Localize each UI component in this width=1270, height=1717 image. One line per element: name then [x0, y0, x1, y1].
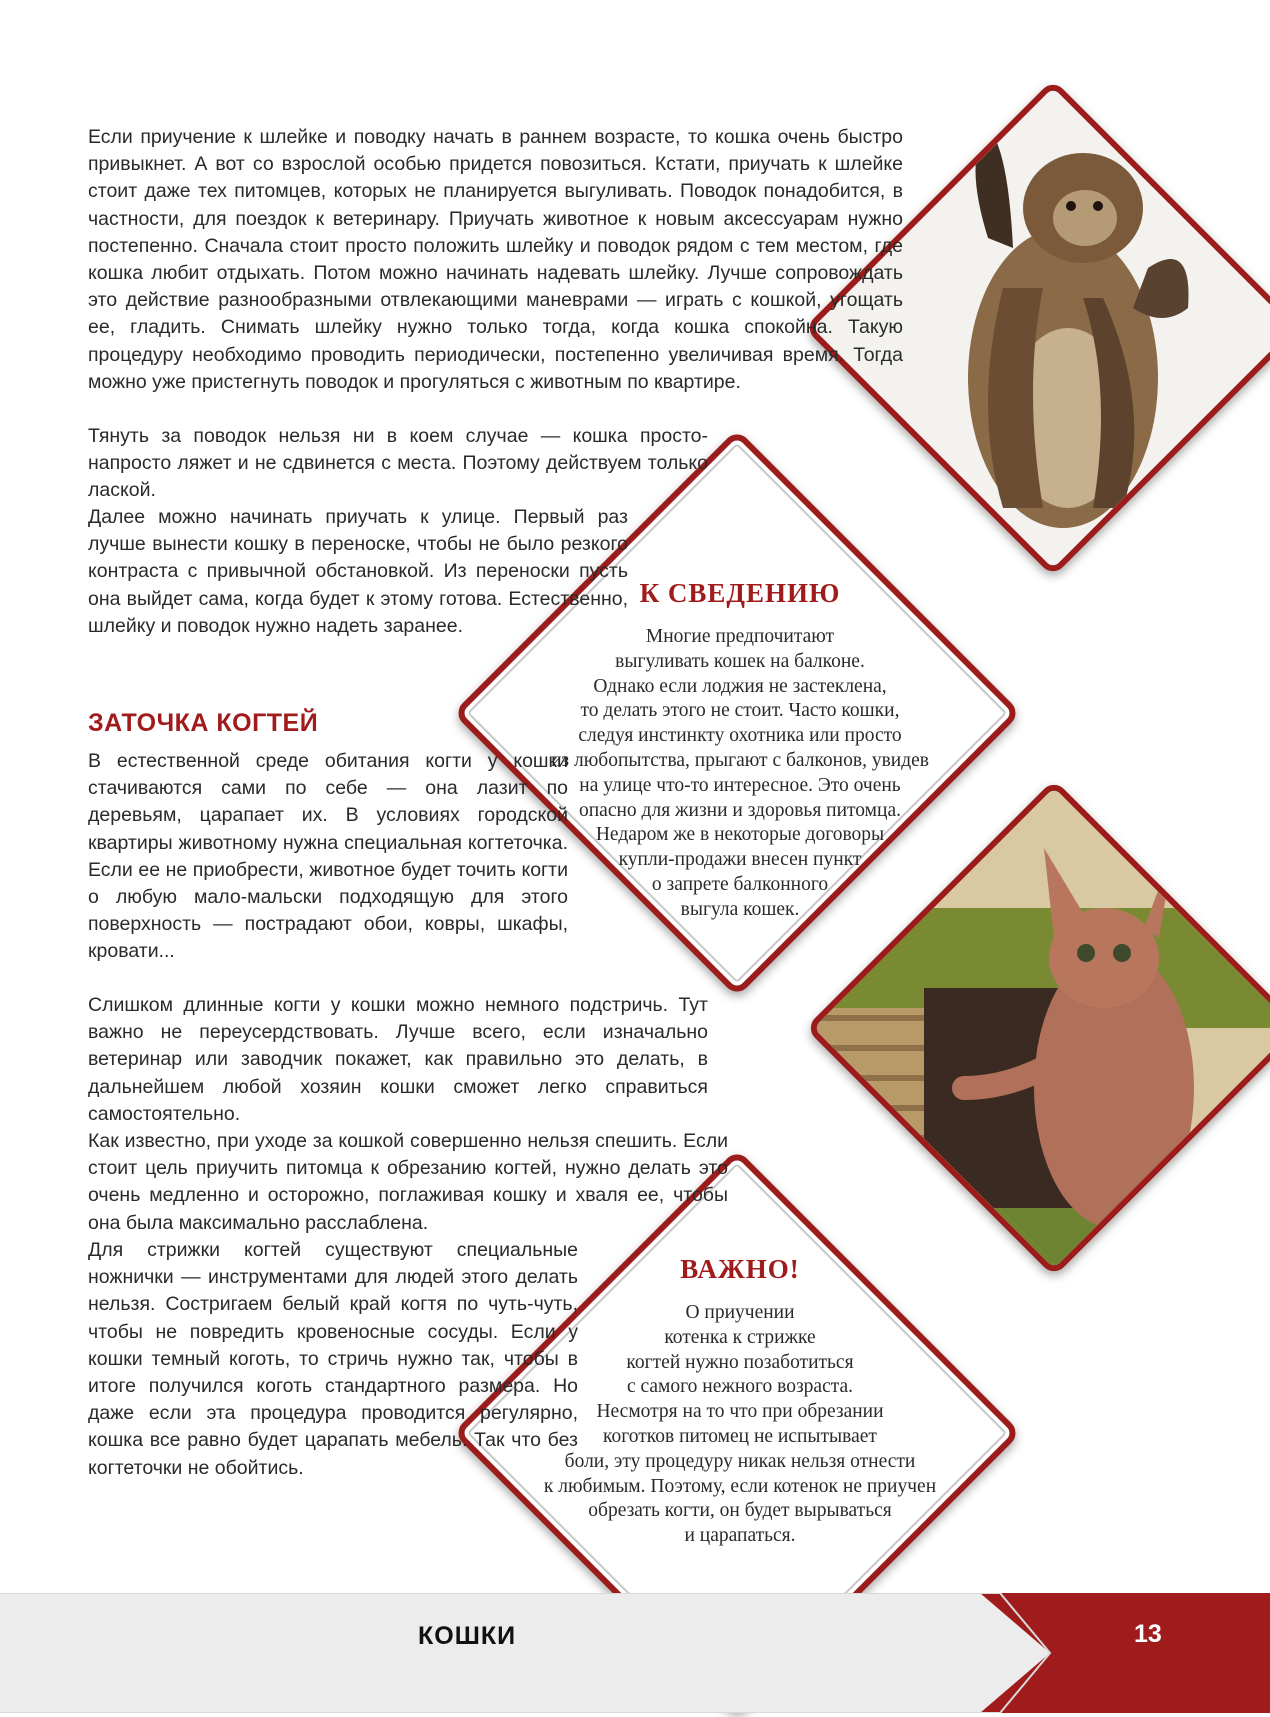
info-box-1-body: Многие предпочитают выгуливать кошек на балконе. Однако если лоджия не застеклена, то делать этого не стоит. Часто кошки, следуя инстинкту охотника или просто из любопытства, прыгают с балконов, увидев на улице что-то интересное. Это очень опасно для жизни и здоровья питомца. Недаром же в некоторые договоры купли-продажи внесен пункт о запрете балконного выгула кошек.	[550, 626, 930, 920]
paragraph: Если приучение к шлейке и поводку начать в раннем возрасте, то кошка очень быстро привыкнет. А вот со взрослой особью придется повозиться. Кстати, приучать к шлейке стоит даже тех питомцев, которых не планируется выгуливать. Поводок понадобится, в частности, для поездок к ветеринару. Приучать животное к новым аксессуарам нужно постепенно. Сначала стоит просто положить шлейку и поводок рядом с тем местом, где кошка любит отдыхать. Потом можно начинать надевать шлейку. Лучше сопровождать это действие разнообразными отвлекающими маневрами — играть с кошкой, угощать ее, гладить. Снимать шлейку нужно только тогда, когда кошка спокойна. Такую процедуру необходимо проводить периодически, постепенно увеличивая время. Тогда можно уже пристегнуть поводок и прогуляться с животным по квартире.	[88, 126, 903, 393]
intro-text-2	[88, 423, 708, 505]
info-box-2-title: ВАЖНО!	[680, 1254, 800, 1284]
paragraph: Тянуть за поводок нельзя ни в коем случае — кошка просто-напросто ляжет и не сдвинется с места. Поэтому действуем только лаской.	[88, 425, 708, 502]
info-box-1-title: К СВЕДЕНИЮ	[639, 578, 841, 608]
info-box-2-body: О приучении котенка к стрижке когтей нужно позаботиться с самого нежного возраста. Несмотря на то что при обрезании коготков питомец не испытывает боли, эту процедуру никак нельзя отнести к любимым. Поэтому, если котенок не приучен обрезать когти, он будет вырываться и царапаться.	[543, 1302, 937, 1547]
claws-text-1	[88, 748, 568, 966]
paragraph: Слишком длинные когти у кошки можно немного подстричь. Тут важно не переусердствовать. Лучше всего, если изначально ветеринар или заводчик покажет, как правильно это делать, в дальнейшем любой хозяин кошки сможет легко справиться самостоятельно.	[88, 994, 708, 1125]
paragraph: Для стрижки когтей существуют специальные ножнички — инструментами для людей этого делать нельзя. Состригаем белый край когтя по чуть-чуть, чтобы не повредить кровеносные сосуды. Если у кошки темный коготь, то стричь нужно так, чтобы в итоге получился коготь стандартного размера. Но даже если эта процедура проводится регулярно, кошка все равно будет царапать мебель. Так что без когтеточки не обойтись.	[88, 1239, 578, 1479]
intro-text-3	[88, 504, 628, 640]
footer-band	[0, 1593, 1270, 1713]
claws-text-4	[88, 1237, 578, 1482]
footer-title: КОШКИ	[418, 1622, 517, 1650]
paragraph: В естественной среде обитания когти у кошки стачиваются сами по себе — она лазит по деревьям, царапает их. В условиях городской квартиры животному нужна специальная когтеточка. Если ее не приобрести, животное будет точить когти о любую мало-мальски подходящую для этого поверхность — пострадают обои, ковры, шкафы, кровати...	[88, 750, 568, 963]
section-title: ЗАТОЧКА КОГТЕЙ	[88, 709, 319, 737]
paragraph: Далее можно начинать приучать к улице. Первый раз лучше вынести кошку в переноске, чтобы не было резкого контраста с привычной обстановкой. Из переноски пусть она выйдет сама, когда будет к этому готова. Естественно, шлейку и поводок нужно надеть заранее.	[88, 506, 628, 637]
intro-text	[88, 124, 903, 396]
claws-text-2	[88, 992, 708, 1128]
paragraph: Как известно, при уходе за кошкой совершенно нельзя спешить. Если стоит цель приучить питомца к обрезанию когтей, нужно делать это очень медленно и осторожно, поглаживая кошку и хваля ее, чтобы она была максимально расслаблена.	[88, 1130, 728, 1234]
claws-text-3	[88, 1128, 728, 1237]
page-number: 13	[1134, 1620, 1162, 1648]
